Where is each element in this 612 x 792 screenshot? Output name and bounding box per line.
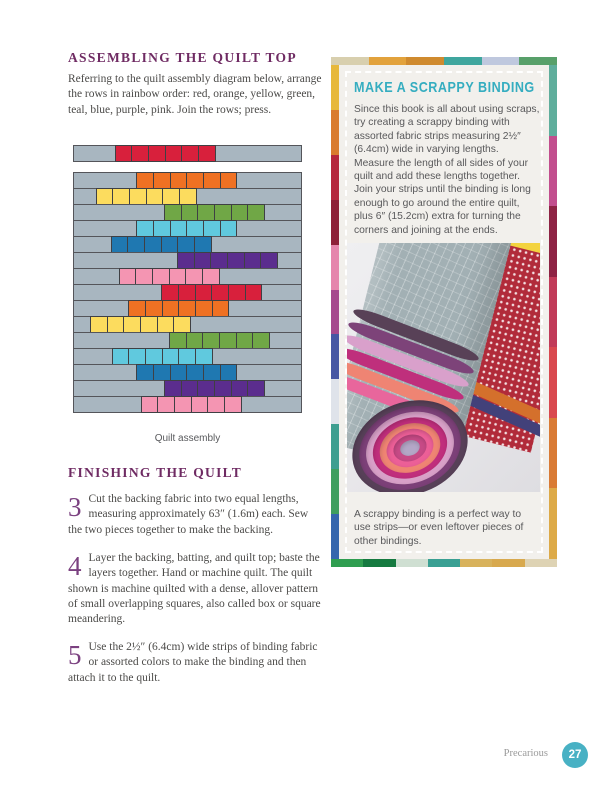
quilt-strip-pink	[141, 396, 242, 413]
quilt-square	[186, 221, 203, 236]
quilt-square	[224, 397, 241, 412]
quilt-square	[162, 349, 179, 364]
quilt-strip-orange	[128, 300, 229, 317]
quilt-strip-yellow	[96, 188, 197, 205]
fabric-patch	[428, 559, 460, 567]
fabric-patch	[549, 488, 557, 559]
quilt-square	[145, 301, 162, 316]
scrappy-binding-photo	[347, 243, 540, 492]
quilt-row	[73, 220, 302, 237]
section-heading-assembling: ASSEMBLING THE QUILT TOP	[68, 50, 297, 65]
quilt-row	[73, 284, 302, 301]
step-text: Cut the backing fabric into two equal lengths, measuring approximately 63″ (1.6m) each. Sew the two pieces together to make the backing.	[68, 493, 309, 536]
quilt-square	[112, 189, 129, 204]
quilt-row	[73, 236, 302, 253]
quilt-square	[178, 285, 195, 300]
quilt-square	[220, 221, 237, 236]
quilt-square	[157, 317, 174, 332]
quilt-square	[162, 189, 179, 204]
quilt-square	[210, 253, 227, 268]
section-heading-finishing: FINISHING THE QUILT	[68, 465, 243, 480]
fabric-patch	[331, 57, 369, 65]
quilt-row	[73, 348, 302, 365]
quilt-square	[120, 269, 136, 284]
quilt-square	[236, 333, 253, 348]
quilt-square	[179, 189, 196, 204]
quilt-row	[73, 300, 302, 317]
quilt-square	[169, 269, 186, 284]
step-3	[68, 492, 324, 538]
quilt-square	[220, 365, 237, 380]
quilt-square	[145, 349, 162, 364]
quilt-square	[137, 221, 153, 236]
quilt-square	[181, 381, 198, 396]
quilt-square	[212, 301, 229, 316]
fabric-patch	[549, 418, 557, 489]
quilt-square	[214, 381, 231, 396]
patchwork-border-left	[331, 65, 339, 559]
quilt-diagram-block	[73, 172, 302, 413]
quilt-square	[123, 317, 140, 332]
quilt-square	[170, 221, 187, 236]
quilt-square	[170, 173, 187, 188]
quilt-square	[91, 317, 107, 332]
quilt-square	[186, 365, 203, 380]
quilt-row	[73, 252, 302, 269]
fabric-patch	[492, 559, 524, 567]
quilt-square	[170, 333, 186, 348]
quilt-square	[153, 173, 170, 188]
fabric-patch	[369, 57, 407, 65]
quilt-square	[165, 381, 181, 396]
fabric-patch	[549, 277, 557, 348]
quilt-square	[203, 173, 220, 188]
quilt-square	[244, 253, 261, 268]
quilt-square	[162, 301, 179, 316]
fabric-patch	[549, 206, 557, 277]
quilt-square	[129, 189, 146, 204]
fabric-patch	[331, 110, 339, 155]
quilt-square	[162, 285, 178, 300]
quilt-square	[181, 205, 198, 220]
sidebar-paragraph-2: A scrappy binding is a perfect way to use strips—or even leftover pieces of other bindings.	[354, 509, 524, 547]
quilt-square	[207, 397, 224, 412]
quilt-square	[231, 381, 248, 396]
quilt-square	[174, 397, 191, 412]
quilt-row	[73, 396, 302, 413]
quilt-square	[131, 146, 148, 161]
quilt-strip-green	[164, 204, 265, 221]
quilt-strip-red	[115, 145, 216, 162]
fabric-patch	[396, 559, 428, 567]
quilt-strip-green	[169, 332, 270, 349]
quilt-square	[170, 365, 187, 380]
quilt-row	[73, 145, 302, 162]
fabric-patch	[331, 290, 339, 335]
quilt-strip-orange	[136, 172, 237, 189]
quilt-square	[165, 146, 182, 161]
quilt-square	[247, 205, 264, 220]
quilt-square	[220, 173, 237, 188]
fabric-patch	[331, 469, 339, 514]
quilt-row	[73, 332, 302, 349]
quilt-square	[245, 285, 262, 300]
quilt-square	[107, 317, 124, 332]
quilt-square	[202, 333, 219, 348]
quilt-square	[195, 349, 212, 364]
page-number-badge	[562, 742, 588, 768]
fabric-patch	[331, 514, 339, 559]
quilt-square	[135, 269, 152, 284]
diagram-caption: Quilt assembly	[154, 433, 221, 444]
quilt-square	[137, 365, 153, 380]
step-text: Layer the backing, batting, and quilt top; baste the layers together. Hand or machine quilt. The quilt shown is machine quilted with a dense, allover pattern of small overlapping squares, also called box or square meandering.	[68, 552, 321, 626]
quilt-square	[148, 146, 165, 161]
quilt-square	[173, 317, 190, 332]
fabric-patch	[331, 424, 339, 469]
fabric-patch	[460, 559, 492, 567]
quilt-square	[191, 397, 208, 412]
quilt-square	[177, 237, 194, 252]
step-5	[68, 640, 324, 686]
fabric-patch	[482, 57, 520, 65]
step-number: 5	[68, 640, 82, 670]
quilt-square	[97, 189, 113, 204]
fabric-patch	[525, 559, 557, 567]
quilt-square	[260, 253, 277, 268]
quilt-strip-purple	[164, 380, 265, 397]
quilt-strip-blue	[136, 364, 237, 381]
step-number: 4	[68, 551, 82, 581]
quilt-strip-red	[161, 284, 262, 301]
fabric-patch	[331, 65, 339, 110]
fabric-patch	[406, 57, 444, 65]
quilt-square	[178, 301, 195, 316]
quilt-square	[144, 237, 161, 252]
fabric-patch	[331, 155, 339, 200]
quilt-strip-teal	[136, 220, 237, 237]
patchwork-border-top	[331, 57, 557, 65]
scrappy-binding-sidebar	[331, 57, 557, 567]
fabric-patch	[519, 57, 557, 65]
quilt-square	[186, 173, 203, 188]
quilt-square	[247, 381, 264, 396]
step-4	[68, 551, 324, 627]
quilt-square	[203, 221, 220, 236]
step-text: Use the 2½″ (6.4cm) wide strips of binding fabric or assorted colors to make the binding and then attach it to the quilt.	[68, 641, 318, 684]
quilt-square	[186, 333, 203, 348]
quilt-row	[73, 268, 302, 285]
quilt-square	[195, 301, 212, 316]
quilt-square	[195, 285, 212, 300]
fabric-patch	[363, 559, 395, 567]
fabric-patch	[549, 65, 557, 136]
sidebar-paragraph-1: Since this book is all about using scraps, try creating a scrappy binding with assorted fabric strips measuring 2½″ (6.4cm) wide in varying lengths. Measure the length of all sides of your quilt and add these lengths together. Join your strips until the binding is long enough to go around the entire quilt, plus 6″ (15.2cm) extra for turning the corners and joining at the ends.	[354, 104, 540, 236]
quilt-strip-purple	[177, 252, 278, 269]
quilt-square	[228, 285, 245, 300]
quilt-square	[252, 333, 269, 348]
quilt-square	[214, 205, 231, 220]
quilt-square	[227, 253, 244, 268]
fabric-patch	[549, 347, 557, 418]
quilt-row	[73, 204, 302, 221]
quilt-square	[146, 189, 163, 204]
quilt-square	[165, 205, 181, 220]
quilt-strip-blue	[111, 236, 212, 253]
quilt-square	[140, 317, 157, 332]
quilt-square	[157, 397, 174, 412]
quilt-square	[128, 349, 145, 364]
fabric-patch	[331, 200, 339, 245]
quilt-square	[198, 146, 215, 161]
fabric-patch	[444, 57, 482, 65]
fabric-patch	[331, 245, 339, 290]
quilt-square	[161, 237, 178, 252]
quilt-square	[178, 349, 195, 364]
quilt-square	[129, 301, 145, 316]
quilt-square	[153, 221, 170, 236]
quilt-square	[194, 237, 211, 252]
quilt-square	[112, 237, 128, 252]
quilt-square	[219, 333, 236, 348]
fabric-patch	[331, 334, 339, 379]
quilt-square	[231, 205, 248, 220]
page-number: 27	[568, 749, 582, 761]
quilt-square	[153, 365, 170, 380]
quilt-square	[197, 205, 214, 220]
quilt-square	[194, 253, 211, 268]
quilt-row	[73, 172, 302, 189]
quilt-square	[142, 397, 158, 412]
quilt-row	[73, 188, 302, 205]
patchwork-border-right	[549, 65, 557, 559]
quilt-square	[178, 253, 194, 268]
patchwork-border-bottom	[331, 559, 557, 567]
quilt-strip-teal	[112, 348, 213, 365]
quilt-square	[197, 381, 214, 396]
quilt-square	[202, 269, 219, 284]
assembly-intro-paragraph: Referring to the quilt assembly diagram below, arrange the rows in rainbow order: red, orange, yellow, green, teal, blue, purple, pink. Join the rows; press.	[68, 73, 322, 116]
sidebar-inner	[339, 65, 549, 559]
quilt-square	[127, 237, 144, 252]
quilt-strip-pink	[119, 268, 220, 285]
running-footer-title: Precarious	[503, 748, 548, 759]
quilt-strip-yellow	[90, 316, 191, 333]
quilt-square	[137, 173, 153, 188]
quilt-row	[73, 316, 302, 333]
quilt-row	[73, 380, 302, 397]
fabric-patch	[331, 559, 363, 567]
quilt-square	[113, 349, 129, 364]
sidebar-heading: MAKE A SCRAPPY BINDING	[354, 79, 535, 96]
quilt-diagram-detached-row	[73, 145, 302, 162]
quilt-square	[211, 285, 228, 300]
fabric-patch	[549, 136, 557, 207]
quilt-row	[73, 364, 302, 381]
step-number: 3	[68, 492, 82, 522]
quilt-square	[116, 146, 132, 161]
quilt-square	[185, 269, 202, 284]
quilt-square	[203, 365, 220, 380]
quilt-square	[181, 146, 198, 161]
fabric-patch	[331, 379, 339, 424]
quilt-square	[152, 269, 169, 284]
